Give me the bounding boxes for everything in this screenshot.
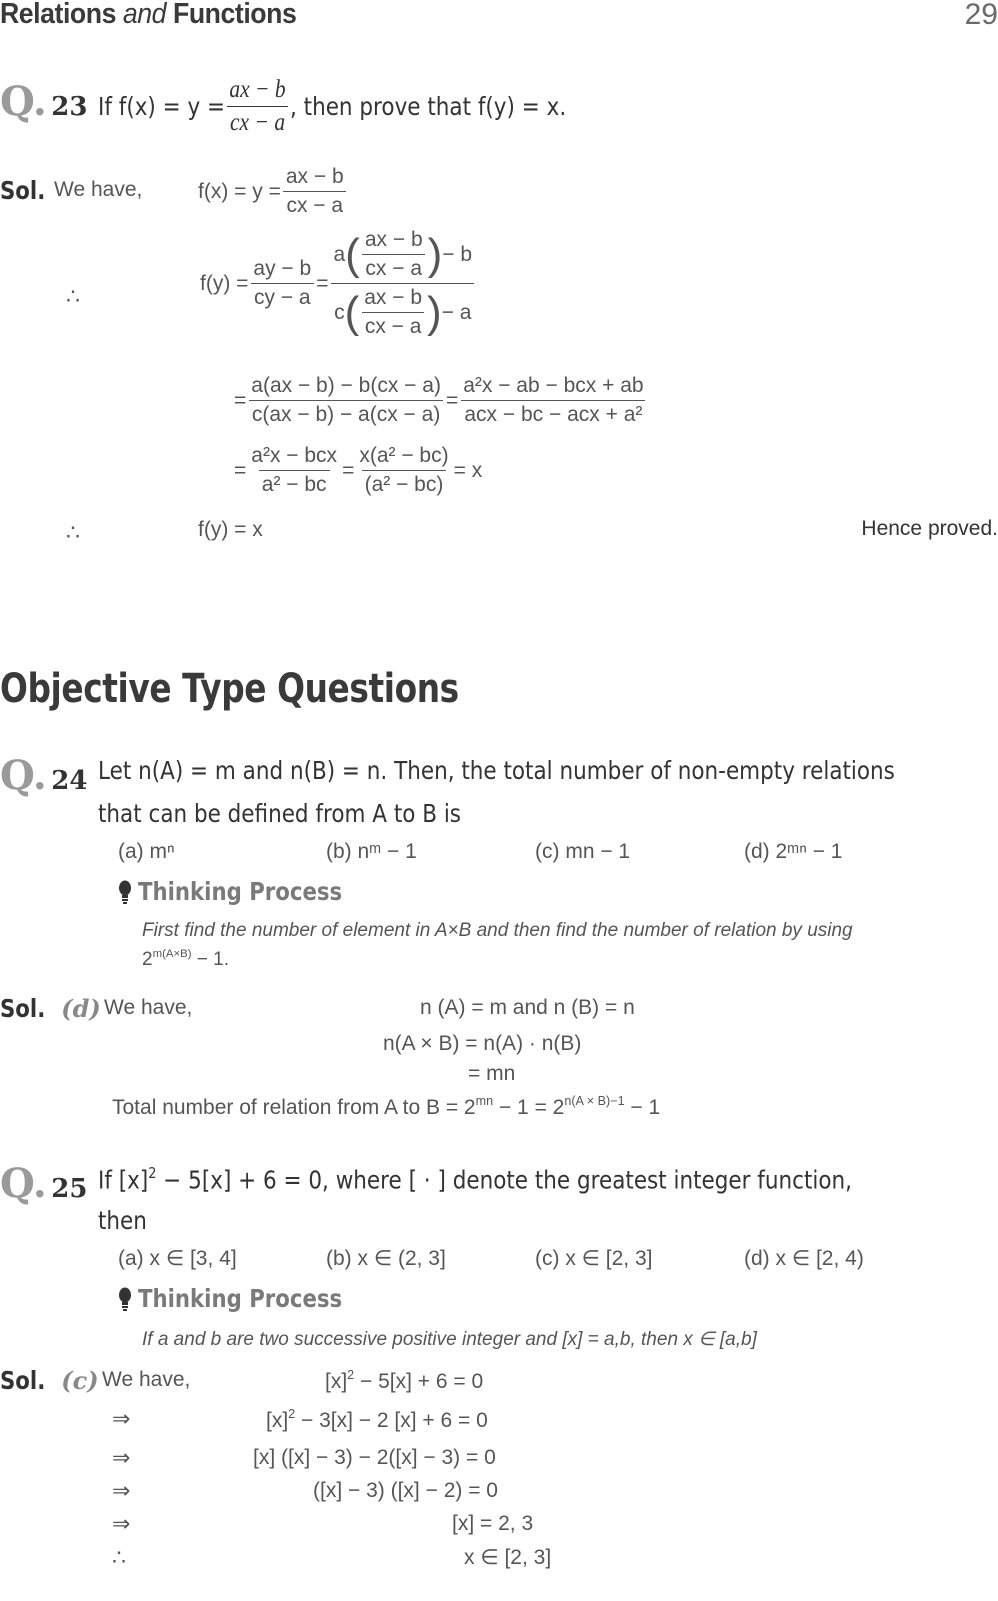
q23-text-then: , then prove that f(y) = x. (289, 92, 567, 121)
question-24 (0, 752, 87, 799)
q25-step3: ([x] − 3) ([x] − 2) = 0 (313, 1479, 498, 1502)
fraction-denominator: acx − bc − acx + a² (461, 400, 645, 427)
thinking-process-title: Thinking Process (138, 1284, 343, 1313)
header-title-part2: Functions (173, 0, 297, 30)
implies-symbol: ⇒ (112, 1511, 131, 1536)
left-paren: ( (344, 287, 360, 337)
question-23 (0, 78, 87, 125)
step4-result: = x (453, 458, 483, 482)
fraction-numerator: ay − b (253, 257, 312, 280)
minus-b: − b (442, 242, 473, 266)
q25-step0 (325, 1368, 483, 1394)
q24-step3: = mn (468, 1062, 516, 1085)
q24-line1: Let n(A) = m and n(B) = n. Then, the total number of non-empty relations (98, 756, 895, 785)
equals-sign: = (445, 388, 459, 412)
coefficient-c: c (334, 300, 345, 324)
exponent: 2 (288, 1407, 296, 1421)
q25-line1 (98, 1164, 852, 1195)
q24-thinking-text-line1: First find the number of element in A×B and then find the number of relation by using (142, 920, 853, 941)
q24-option-a[interactable]: (a) mⁿ (118, 840, 175, 863)
question-23-text (98, 76, 566, 137)
exponent-1: mn (475, 1094, 494, 1108)
step1-lhs: f(x) = y = (198, 179, 281, 203)
step1-fraction (283, 165, 347, 218)
implies-symbol: ⇒ (112, 1445, 131, 1470)
q23-step3 (234, 374, 649, 427)
implies-symbol: ⇒ (112, 1406, 131, 1431)
line1-b: − 5[x] + 6 = 0, where [ · ] denote the greatest integer function, (156, 1165, 852, 1195)
left-paren: ( (345, 229, 360, 279)
q25-option-b[interactable]: (b) x ∈ (2, 3] (326, 1247, 446, 1270)
q25-step4: [x] = 2, 3 (452, 1512, 534, 1535)
q24-step4 (112, 1094, 660, 1120)
coefficient-a: a (333, 242, 346, 266)
header-title-italic: and (122, 0, 167, 30)
fraction-numerator: ax − b (364, 286, 423, 309)
rest: − 1. (191, 948, 229, 970)
solution-label: Sol. (0, 176, 46, 205)
line1-a: If [x] (98, 1165, 149, 1195)
fraction-numerator: ax − b (229, 76, 286, 103)
fraction-numerator: a²x − ab − bcx + ab (463, 374, 644, 397)
fraction-denominator: cx − a (283, 191, 346, 218)
q23-fraction (227, 76, 288, 137)
base: 2 (142, 948, 153, 970)
q24-step2: n(A × B) = n(A) · n(B) (383, 1032, 582, 1055)
q23-step1 (198, 165, 349, 218)
step4-fraction-2 (356, 444, 451, 497)
fraction-numerator: ax − b (285, 165, 344, 188)
thinking-process-title: Thinking Process (138, 877, 343, 906)
fraction-denominator: (a² − bc) (362, 470, 447, 497)
we-have-text: We have, (54, 178, 143, 201)
question-25 (0, 1160, 87, 1207)
compound-numerator (330, 228, 475, 283)
question-number: 25 (51, 1174, 88, 1204)
fraction-denominator: a² − bc (259, 470, 330, 497)
expr-a: [x] (266, 1408, 289, 1432)
q25-line2: then (98, 1206, 147, 1235)
q25-option-a[interactable]: (a) x ∈ [3, 4] (118, 1247, 237, 1270)
expr-b: − 5[x] + 6 = 0 (354, 1369, 484, 1393)
q25-option-c[interactable]: (c) x ∈ [2, 3] (535, 1247, 653, 1270)
step4-mid: − 1 = 2 (493, 1095, 565, 1119)
question-number: 24 (51, 766, 88, 796)
solution-answer: (d) (61, 994, 101, 1023)
q24-option-b[interactable]: (b) nᵐ − 1 (326, 840, 417, 863)
equals-sign: = (316, 271, 329, 295)
step2-fraction (250, 257, 314, 310)
exponent: 2 (347, 1368, 355, 1382)
exponent: 2 (148, 1164, 157, 1182)
inner-fraction (362, 228, 426, 281)
hence-proved: Hence proved. (861, 517, 998, 540)
fraction-denominator: cy − a (251, 283, 314, 310)
therefore-symbol: ∴ (112, 1545, 126, 1570)
question-number: 23 (51, 92, 88, 122)
q25-option-d[interactable]: (d) x ∈ [2, 4) (744, 1247, 864, 1270)
expr-a: [x] (325, 1369, 348, 1393)
question-marker-icon: Q. (0, 78, 47, 125)
fraction-numerator: a²x − bcx (251, 444, 338, 467)
section-title: Objective Type Questions (0, 666, 459, 712)
q24-option-d[interactable]: (d) 2ᵐⁿ − 1 (744, 840, 843, 863)
step2-lhs: f(y) = (200, 271, 249, 295)
q25-step5: x ∈ [2, 3] (464, 1546, 552, 1569)
fraction-denominator: c(ax − b) − a(cx − a) (249, 400, 444, 427)
header-title-part1: Relations (0, 0, 116, 30)
q24-thinking-process-heading (118, 877, 378, 906)
fraction-numerator: ax − b (364, 228, 423, 251)
q23-step2 (200, 228, 477, 339)
equals-sign: = (234, 458, 247, 482)
solution-answer: (c) (61, 1366, 99, 1395)
right-paren: ) (427, 287, 442, 337)
therefore-symbol: ∴ (66, 520, 80, 545)
implies-symbol: ⇒ (112, 1478, 131, 1503)
step4-text: Total number of relation from A to B = 2 (112, 1095, 476, 1119)
q24-line2: that can be defined from A to B is (98, 799, 462, 828)
question-marker-icon: Q. (0, 1160, 47, 1207)
fraction-numerator: a(ax − b) − b(cx − a) (251, 374, 441, 397)
minus-a: − a (441, 300, 472, 324)
inner-fraction (361, 286, 425, 339)
q24-option-c[interactable]: (c) mn − 1 (535, 840, 631, 863)
step4-end: − 1 (624, 1095, 661, 1119)
step3-fraction-1 (248, 374, 444, 427)
lightbulb-icon (118, 1287, 132, 1311)
running-header-title (0, 0, 296, 31)
q24-solution-label (0, 994, 101, 1023)
fraction-denominator: cx − a (362, 312, 425, 339)
q24-step1: n (A) = m and n (B) = n (420, 996, 635, 1019)
q23-text-if: If f(x) = y = (98, 92, 226, 121)
we-have-text: We have, (104, 996, 193, 1019)
q25-step2: [x] ([x] − 3) − 2([x] − 3) = 0 (253, 1446, 496, 1469)
q24-thinking-text-line2 (142, 948, 229, 971)
fraction-denominator: cx − a (362, 254, 425, 281)
we-have-text: We have, (102, 1368, 191, 1391)
compound-denominator (331, 283, 474, 339)
equals-sign: = (234, 388, 247, 412)
q23-step4 (234, 444, 482, 497)
fraction-numerator: x(a² − bc) (359, 444, 449, 467)
q25-thinking-process-heading (118, 1284, 378, 1313)
step3-fraction-2 (460, 374, 646, 427)
page-number: 29 (964, 0, 998, 31)
question-marker-icon: Q. (0, 752, 47, 799)
right-paren: ) (427, 229, 443, 279)
q25-thinking-text: If a and b are two successive positive integer and [x] = a,b, then x ∈ [a,b] (142, 1329, 757, 1350)
solution-label: Sol. (0, 994, 46, 1023)
compound-fraction (330, 228, 475, 339)
equals-sign: = (342, 458, 355, 482)
lightbulb-icon (118, 880, 132, 904)
exponent-2: n(A × B)−1 (564, 1094, 625, 1108)
fraction-denominator: cx − a (227, 106, 287, 137)
therefore-symbol: ∴ (66, 284, 80, 309)
q25-solution-label (0, 1366, 99, 1395)
q25-step1 (266, 1407, 488, 1433)
solution-label: Sol. (0, 1366, 46, 1395)
q23-final: f(y) = x (198, 518, 263, 541)
exponent: m(A×B) (152, 948, 192, 960)
step4-fraction-1 (248, 444, 340, 497)
expr-b: − 3[x] − 2 [x] + 6 = 0 (295, 1408, 488, 1432)
